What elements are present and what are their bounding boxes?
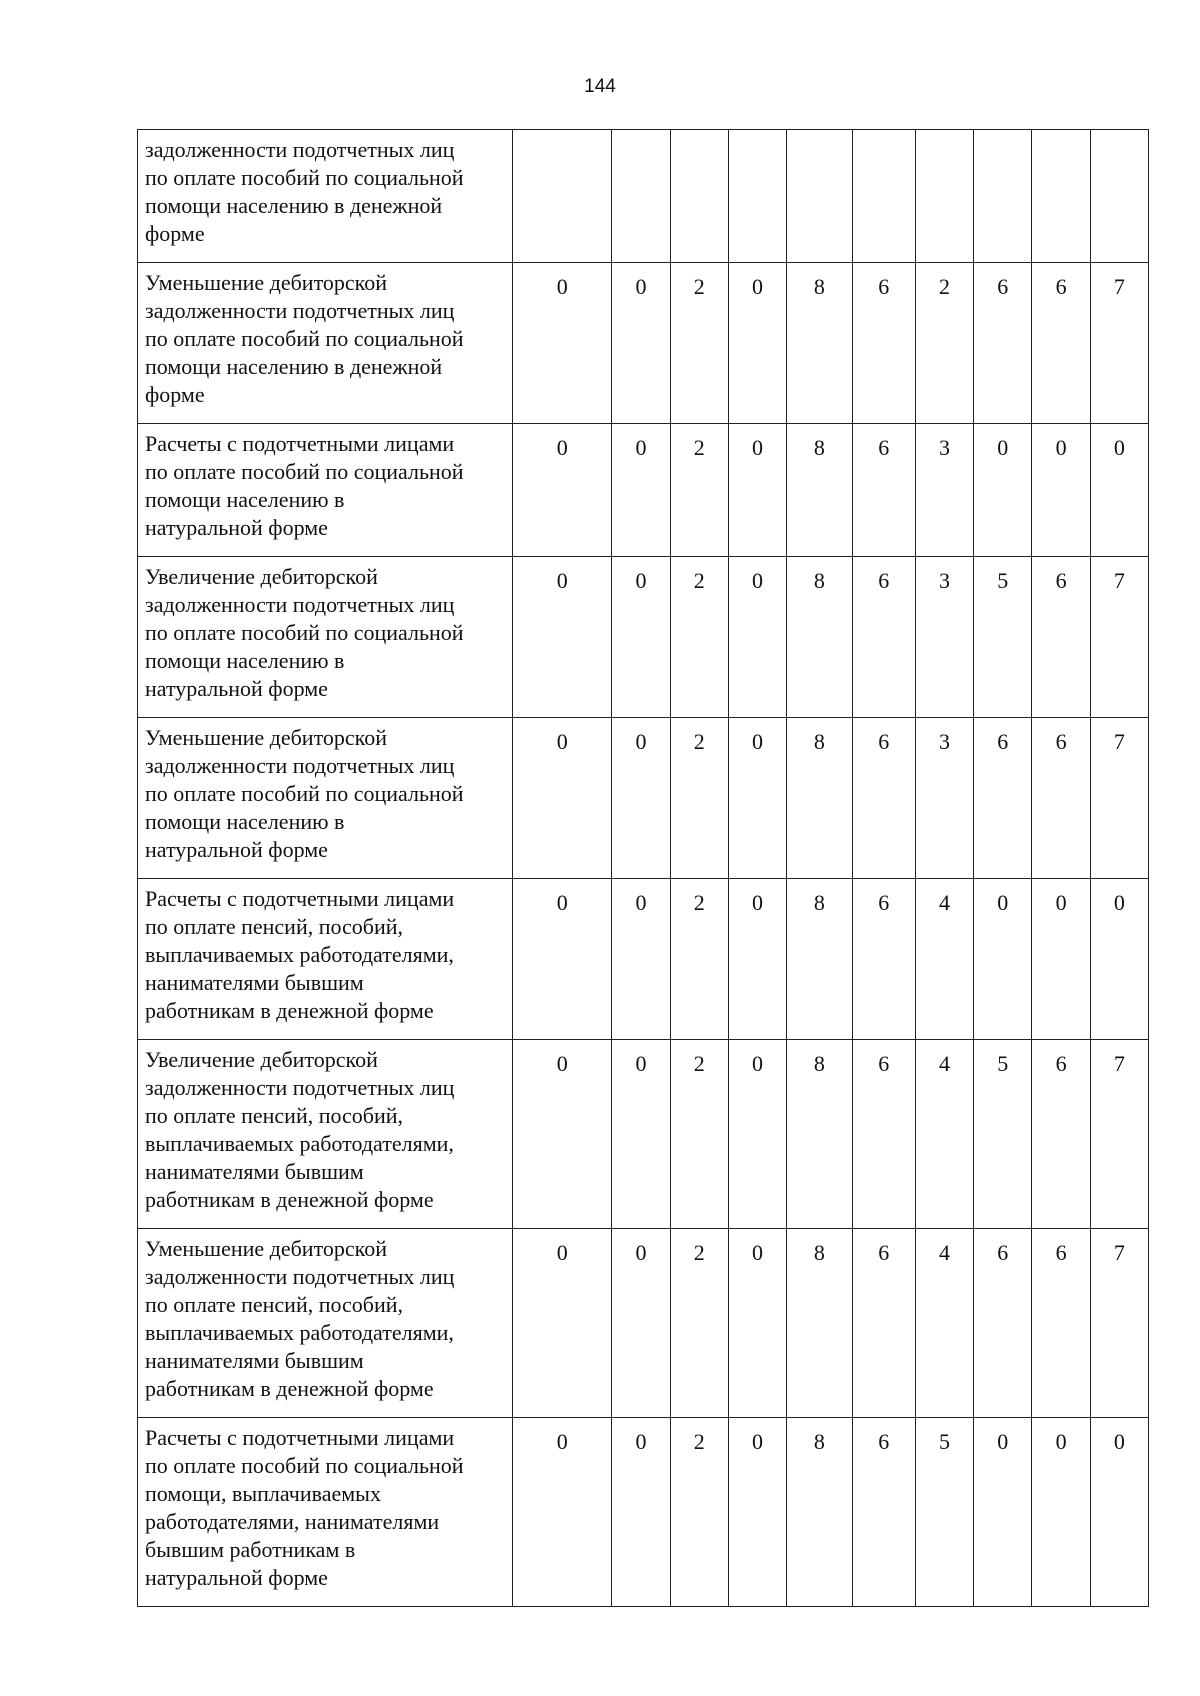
- account-code-digit-2: 0: [612, 1040, 670, 1229]
- account-code-digit-1: [513, 130, 612, 263]
- account-code-digit-5: 8: [787, 557, 852, 718]
- account-code-digit-3: 2: [670, 263, 728, 424]
- account-code-digit-4: [728, 130, 786, 263]
- account-code-digit-7: [915, 130, 973, 263]
- account-code-digit-4: 0: [728, 424, 786, 557]
- row-description-cell: [138, 879, 513, 1040]
- account-code-digit-2: 0: [612, 424, 670, 557]
- account-code-digit-6: 6: [852, 424, 915, 557]
- account-code-digit-4: 0: [728, 879, 786, 1040]
- row-description: Расчеты с подотчетными лицами по оплате пособий по социальной помощи населению в натуральной форме: [145, 431, 464, 540]
- account-code-digit-1: 0: [513, 263, 612, 424]
- account-code-digit-9: 6: [1032, 557, 1090, 718]
- account-code-digit-3: 2: [670, 1229, 728, 1418]
- account-code-digit-7: 4: [915, 879, 973, 1040]
- account-code-digit-8: [974, 130, 1032, 263]
- account-code-digit-6: 6: [852, 1040, 915, 1229]
- row-description-cell: [138, 1418, 513, 1607]
- account-code-digit-9: 6: [1032, 1040, 1090, 1229]
- account-code-digit-10: 7: [1090, 718, 1148, 879]
- account-code-digit-4: 0: [728, 557, 786, 718]
- account-code-digit-4: 0: [728, 718, 786, 879]
- account-code-digit-6: 6: [852, 1418, 915, 1607]
- account-code-digit-6: 6: [852, 718, 915, 879]
- account-code-digit-10: 7: [1090, 1229, 1148, 1418]
- row-description: Расчеты с подотчетными лицами по оплате пособий по социальной помощи, выплачиваемых работодателями, нанимателями бывшим работникам в натуральной форме: [145, 1425, 464, 1590]
- account-code-digit-7: 3: [915, 718, 973, 879]
- account-code-digit-7: 2: [915, 263, 973, 424]
- account-code-digit-2: 0: [612, 1229, 670, 1418]
- account-code-digit-2: 0: [612, 1418, 670, 1607]
- table-row: [138, 263, 1149, 424]
- account-code-digit-8: 5: [974, 1040, 1032, 1229]
- account-code-digit-6: 6: [852, 1229, 915, 1418]
- account-code-digit-8: 6: [974, 263, 1032, 424]
- account-code-digit-10: 7: [1090, 557, 1148, 718]
- row-description: Уменьшение дебиторской задолженности подотчетных лиц по оплате пенсий, пособий, выплачиваемых работодателями, нанимателями бывшим работникам в денежной форме: [145, 1236, 455, 1401]
- account-code-digit-9: 0: [1032, 1418, 1090, 1607]
- account-code-digit-4: 0: [728, 1418, 786, 1607]
- account-code-digit-2: 0: [612, 557, 670, 718]
- account-code-digit-2: 0: [612, 263, 670, 424]
- account-code-digit-6: 6: [852, 557, 915, 718]
- row-description-cell: [138, 130, 513, 263]
- account-code-digit-6: [852, 130, 915, 263]
- page-number: 144: [584, 76, 616, 97]
- account-code-digit-3: [670, 130, 728, 263]
- account-code-digit-5: 8: [787, 1229, 852, 1418]
- account-code-digit-5: [787, 130, 852, 263]
- account-code-digit-5: 8: [787, 879, 852, 1040]
- account-code-digit-3: 2: [670, 718, 728, 879]
- account-code-digit-10: 0: [1090, 879, 1148, 1040]
- account-code-digit-1: 0: [513, 424, 612, 557]
- account-code-digit-8: 6: [974, 718, 1032, 879]
- account-code-digit-9: 6: [1032, 263, 1090, 424]
- table-row: [138, 1229, 1149, 1418]
- row-description: Увеличение дебиторской задолженности подотчетных лиц по оплате пенсий, пособий, выплачиваемых работодателями, нанимателями бывшим работникам в денежной форме: [145, 1047, 455, 1212]
- row-description-cell: [138, 263, 513, 424]
- account-code-digit-6: 6: [852, 879, 915, 1040]
- row-description-cell: [138, 424, 513, 557]
- table-row: [138, 424, 1149, 557]
- table-row: [138, 557, 1149, 718]
- account-code-digit-9: 0: [1032, 879, 1090, 1040]
- row-description-cell: [138, 718, 513, 879]
- account-code-digit-8: 0: [974, 879, 1032, 1040]
- account-code-digit-4: 0: [728, 1040, 786, 1229]
- row-description-cell: [138, 557, 513, 718]
- account-code-digit-8: 5: [974, 557, 1032, 718]
- table-row: [138, 1418, 1149, 1607]
- account-code-digit-4: 0: [728, 263, 786, 424]
- account-code-digit-6: 6: [852, 263, 915, 424]
- table-row: [138, 1040, 1149, 1229]
- account-code-digit-2: 0: [612, 879, 670, 1040]
- account-code-digit-1: 0: [513, 879, 612, 1040]
- account-code-digit-10: 7: [1090, 1040, 1148, 1229]
- account-code-digit-7: 4: [915, 1040, 973, 1229]
- row-description: Уменьшение дебиторской задолженности подотчетных лиц по оплате пособий по социальной помощи населению в денежной форме: [145, 270, 464, 407]
- row-description-cell: [138, 1229, 513, 1418]
- table-row: [138, 879, 1149, 1040]
- account-code-digit-5: 8: [787, 1040, 852, 1229]
- account-code-digit-5: 8: [787, 263, 852, 424]
- row-description: задолженности подотчетных лиц по оплате пособий по социальной помощи населению в денежной форме: [145, 137, 464, 246]
- account-code-digit-1: 0: [513, 557, 612, 718]
- row-description-cell: [138, 1040, 513, 1229]
- table-row: [138, 130, 1149, 263]
- account-code-digit-5: 8: [787, 718, 852, 879]
- account-code-digit-10: [1090, 130, 1148, 263]
- account-code-digit-2: [612, 130, 670, 263]
- account-code-digit-8: 6: [974, 1229, 1032, 1418]
- account-code-digit-8: 0: [974, 424, 1032, 557]
- account-code-digit-7: 5: [915, 1418, 973, 1607]
- table-row: [138, 718, 1149, 879]
- account-code-digit-10: 7: [1090, 263, 1148, 424]
- account-code-digit-3: 2: [670, 557, 728, 718]
- row-description: Увеличение дебиторской задолженности подотчетных лиц по оплате пособий по социальной помощи населению в натуральной форме: [145, 564, 464, 701]
- account-code-digit-9: 0: [1032, 424, 1090, 557]
- account-code-digit-1: 0: [513, 1040, 612, 1229]
- account-code-digit-9: 6: [1032, 1229, 1090, 1418]
- row-description: Расчеты с подотчетными лицами по оплате пенсий, пособий, выплачиваемых работодателями, нанимателями бывшим работникам в денежной форме: [145, 886, 455, 1023]
- account-code-digit-3: 2: [670, 1418, 728, 1607]
- account-code-digit-3: 2: [670, 1040, 728, 1229]
- account-code-digit-10: 0: [1090, 1418, 1148, 1607]
- account-code-digit-5: 8: [787, 424, 852, 557]
- account-code-digit-7: 3: [915, 424, 973, 557]
- row-description: Уменьшение дебиторской задолженности подотчетных лиц по оплате пособий по социальной помощи населению в натуральной форме: [145, 725, 464, 862]
- account-code-digit-1: 0: [513, 718, 612, 879]
- table-body: [138, 130, 1149, 1607]
- account-code-digit-9: 6: [1032, 718, 1090, 879]
- account-code-digit-2: 0: [612, 718, 670, 879]
- account-code-digit-3: 2: [670, 424, 728, 557]
- account-code-digit-10: 0: [1090, 424, 1148, 557]
- account-code-digit-1: 0: [513, 1229, 612, 1418]
- account-code-digit-7: 4: [915, 1229, 973, 1418]
- account-code-digit-8: 0: [974, 1418, 1032, 1607]
- account-codes-table: [137, 129, 1149, 1607]
- account-code-digit-9: [1032, 130, 1090, 263]
- account-code-digit-1: 0: [513, 1418, 612, 1607]
- account-code-digit-4: 0: [728, 1229, 786, 1418]
- account-code-digit-5: 8: [787, 1418, 852, 1607]
- account-code-digit-7: 3: [915, 557, 973, 718]
- account-code-digit-3: 2: [670, 879, 728, 1040]
